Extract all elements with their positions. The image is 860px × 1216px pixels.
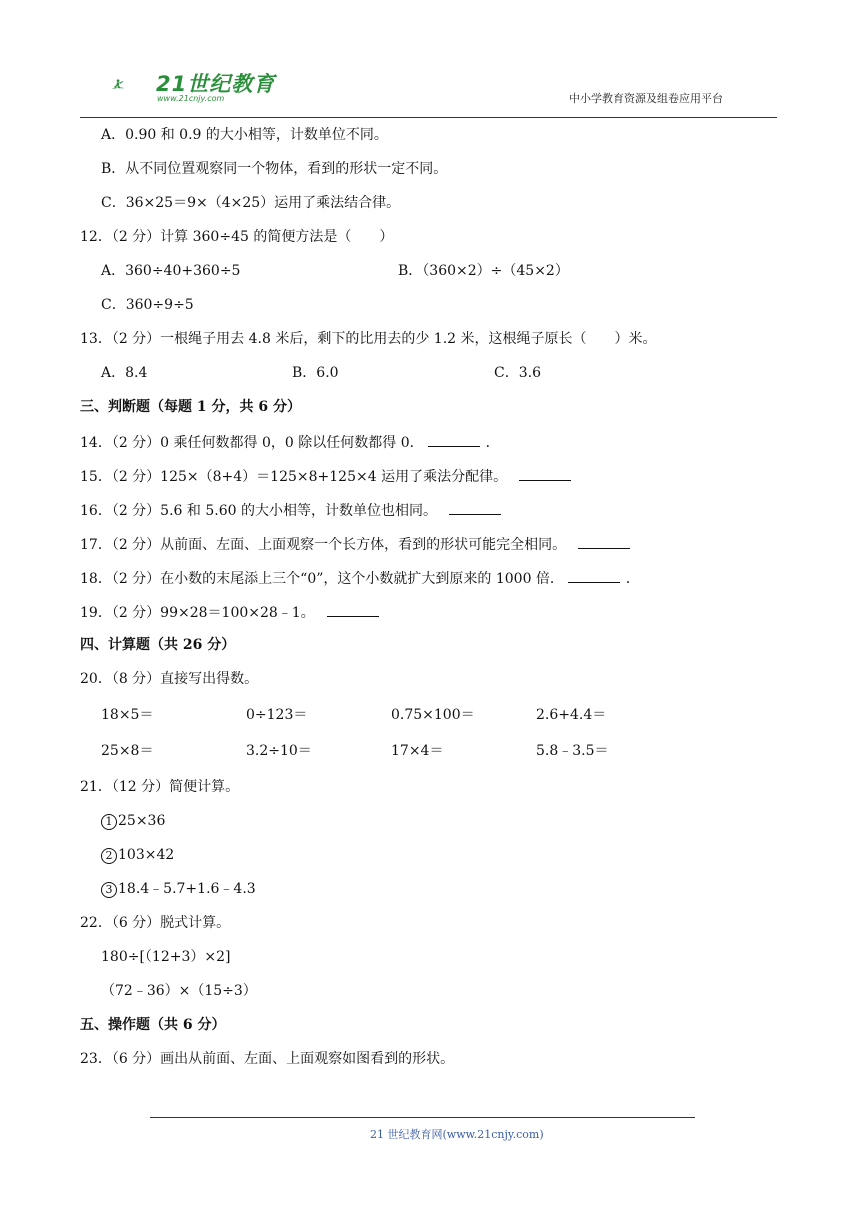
q20-r2-c2: 3.2÷10＝ bbox=[246, 743, 312, 759]
q22-expr-1: 180÷[（12+3）×2] bbox=[101, 949, 231, 965]
section-4-title: 四、计算题（共 26 分） bbox=[80, 637, 236, 653]
q13-option-b: B．6.0 bbox=[292, 365, 339, 381]
q14-answer-blank[interactable] bbox=[428, 434, 480, 447]
section-3-title: 三、判断题（每题 1 分，共 6 分） bbox=[80, 399, 301, 415]
q13-stem: 13．（2 分）一根绳子用去 4.8 米后，剩下的比用去的少 1.2 米，这根绳子原长（ ）米。 bbox=[80, 331, 657, 347]
circled-number-1: 1 bbox=[101, 814, 117, 830]
q18-answer-blank[interactable] bbox=[568, 570, 620, 583]
q14-end: ． bbox=[485, 435, 500, 451]
q18-text: 18．（2 分）在小数的末尾添上三个“0”，这个小数就扩大到原来的 1000 倍． bbox=[80, 571, 564, 587]
q19-text: 19．（2 分）99×28＝100×28﹣1。 bbox=[80, 605, 315, 621]
q21-item-1 bbox=[101, 814, 165, 830]
q21-expr-3: 18.4﹣5.7+1.6﹣4.3 bbox=[118, 881, 256, 897]
q20-r1-c2: 0÷123＝ bbox=[246, 707, 308, 723]
q12-option-b: B．（360×2）÷（45×2） bbox=[398, 263, 569, 279]
footer-link[interactable]: 21 世纪教育网(www.21cnjy.com) bbox=[370, 1128, 544, 1141]
runner-logo-icon bbox=[112, 64, 156, 104]
header-divider bbox=[80, 117, 777, 118]
q15-answer-blank[interactable] bbox=[519, 468, 571, 481]
q13-option-c: C．3.6 bbox=[494, 365, 541, 381]
q21-item-2 bbox=[101, 848, 174, 864]
q14-line bbox=[80, 434, 500, 450]
q16-answer-blank[interactable] bbox=[449, 502, 501, 515]
q17-answer-blank[interactable] bbox=[578, 536, 630, 549]
q20-r2-c1: 25×8＝ bbox=[101, 743, 154, 759]
q20-r1-c4: 2.6+4.4＝ bbox=[536, 707, 607, 723]
q22-stem: 22．（6 分）脱式计算。 bbox=[80, 915, 231, 931]
q23-stem: 23．（6 分）画出从前面、左面、上面观察如图看到的形状。 bbox=[80, 1051, 455, 1067]
q15-text: 15．（2 分）125×（8+4）＝125×8+125×4 运用了乘法分配律。 bbox=[80, 469, 508, 485]
q17-line bbox=[80, 536, 630, 552]
q15-line bbox=[80, 468, 571, 484]
q11-option-b: B．从不同位置观察同一个物体，看到的形状一定不同。 bbox=[101, 161, 448, 177]
q21-expr-1: 25×36 bbox=[118, 813, 166, 829]
logo-text: 21世纪教育 bbox=[156, 72, 276, 96]
q18-line bbox=[80, 570, 640, 586]
q19-line bbox=[80, 604, 379, 620]
q19-answer-blank[interactable] bbox=[327, 604, 379, 617]
q13-option-a: A．8.4 bbox=[101, 365, 148, 381]
q21-item-3 bbox=[101, 882, 256, 898]
q18-end: ． bbox=[625, 571, 640, 587]
q16-text: 16．（2 分）5.6 和 5.60 的大小相等，计数单位也相同。 bbox=[80, 503, 437, 519]
q17-text: 17．（2 分）从前面、左面、上面观察一个长方体，看到的形状可能完全相同。 bbox=[80, 537, 567, 553]
q12-option-c: C．360÷9÷5 bbox=[101, 297, 194, 313]
q20-r2-c4: 5.8﹣3.5＝ bbox=[536, 743, 609, 759]
q20-r2-c3: 17×4＝ bbox=[391, 743, 444, 759]
logo-url: www.21cnjy.com bbox=[157, 94, 225, 103]
footer-divider bbox=[150, 1117, 695, 1118]
section-5-title: 五、操作题（共 6 分） bbox=[80, 1017, 226, 1033]
platform-label: 中小学教育资源及组卷应用平台 bbox=[569, 92, 723, 105]
q12-option-a: A．360÷40+360÷5 bbox=[101, 263, 241, 279]
q11-option-c: C．36×25＝9×（4×25）运用了乘法结合律。 bbox=[101, 195, 401, 211]
q21-expr-2: 103×42 bbox=[118, 847, 175, 863]
circled-number-3: 3 bbox=[101, 882, 117, 898]
q22-expr-2: （72﹣36）×（15÷3） bbox=[101, 983, 257, 999]
q11-option-a: A．0.90 和 0.9 的大小相等，计数单位不同。 bbox=[101, 127, 388, 143]
circled-number-2: 2 bbox=[101, 848, 117, 864]
q21-stem: 21．（12 分）简便计算。 bbox=[80, 779, 240, 795]
q14-text: 14．（2 分）0 乘任何数都得 0，0 除以任何数都得 0． bbox=[80, 435, 424, 451]
q20-stem: 20．（8 分）直接写出得数。 bbox=[80, 671, 259, 687]
q12-stem: 12．（2 分）计算 360÷45 的简便方法是（ ） bbox=[80, 229, 394, 245]
q16-line bbox=[80, 502, 501, 518]
q20-r1-c3: 0.75×100＝ bbox=[391, 707, 475, 723]
q20-r1-c1: 18×5＝ bbox=[101, 707, 154, 723]
